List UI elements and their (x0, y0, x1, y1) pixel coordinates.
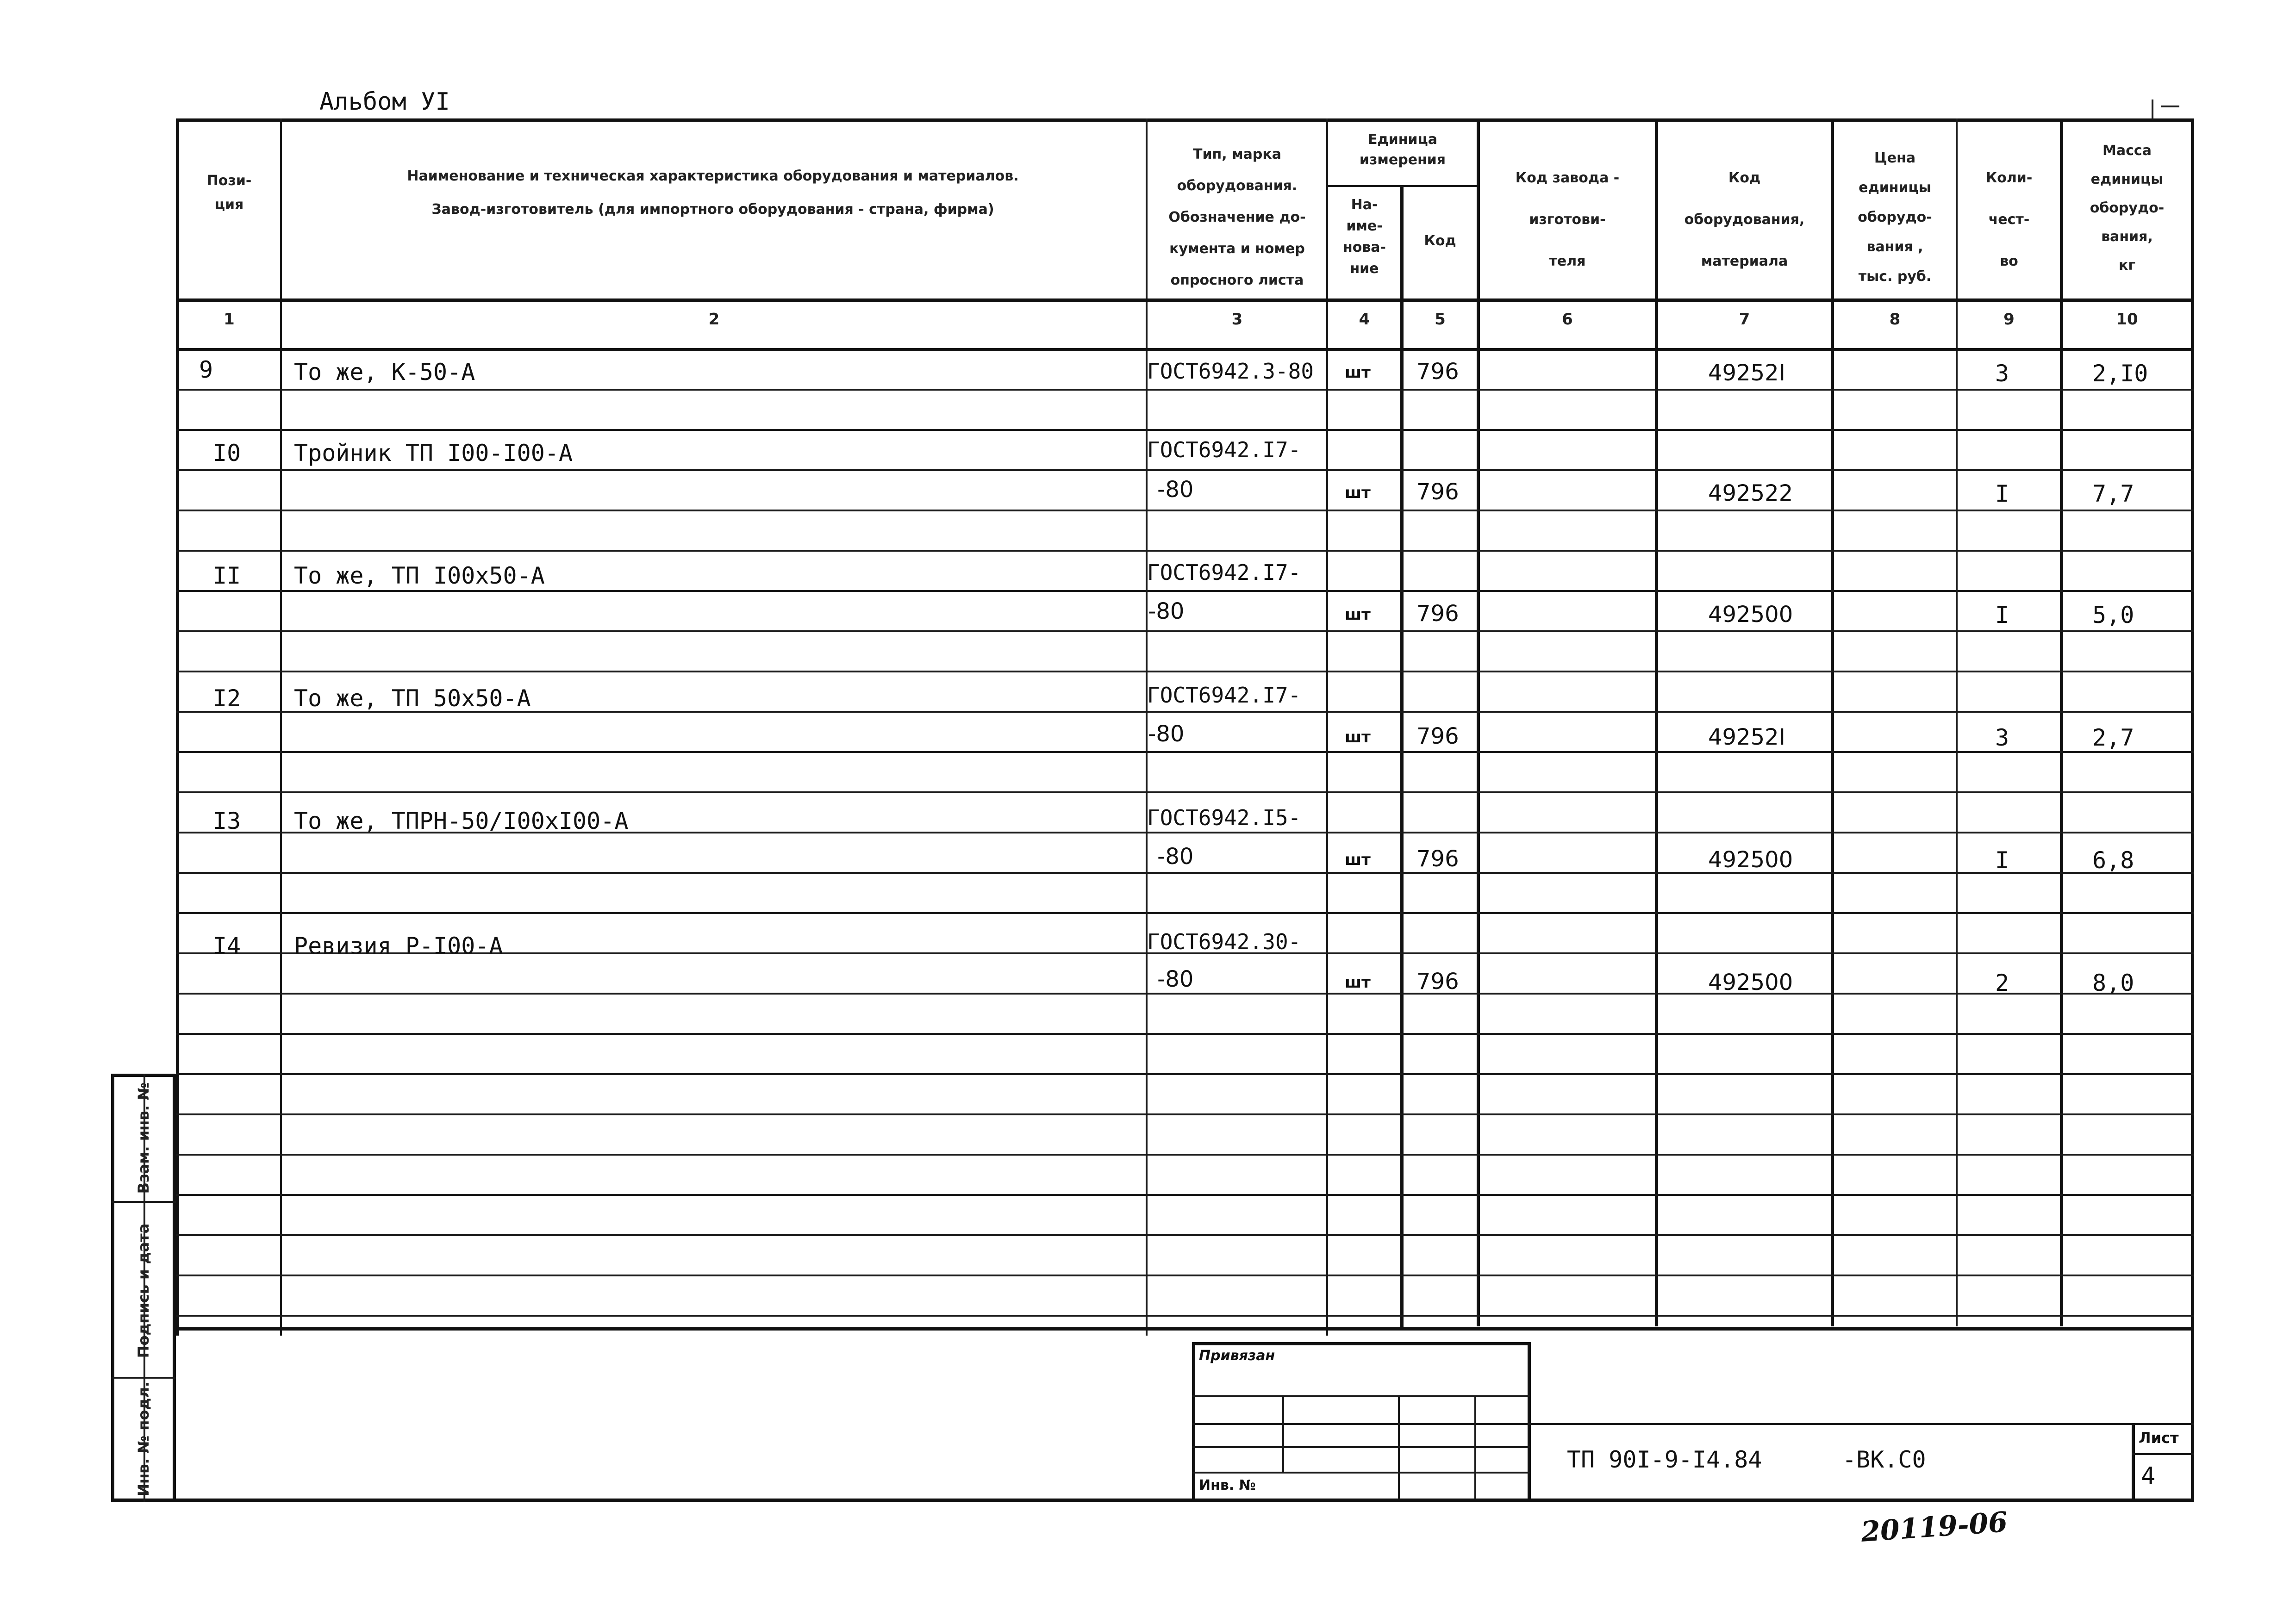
cell-mass: 2,I0 (2092, 360, 2148, 387)
side-label-signature-date: Подпись и дата (135, 1223, 152, 1358)
header-type: Тип, марка оборудования. Обозначение до- кумента и номер опросного листа (1168, 146, 1306, 288)
cell-equip: 49252I (1708, 724, 1785, 750)
cell-mass: 6,8 (2092, 847, 2134, 874)
stamp-privyazan-label: Привязан (1199, 1348, 1275, 1364)
header-position: Пози- ция (206, 173, 252, 213)
cell-type-cont: -80 (1148, 598, 1185, 624)
cell-unit: шт (1345, 973, 1371, 992)
cell-name: Ревизия Р-I00-А (294, 933, 503, 959)
row-separator (176, 872, 2194, 874)
cell-position: I3 (213, 808, 241, 834)
row-separator (176, 510, 2194, 511)
row-separator (176, 671, 2194, 672)
cell-name: То же, ТП I00х50-А (294, 562, 545, 589)
doc-suffix: -ВК.С0 (1842, 1446, 1926, 1473)
table-bottom-border (176, 1327, 2194, 1331)
col-number: 10 (2116, 310, 2138, 329)
col-number: 8 (1889, 310, 1901, 329)
cell-code: 796 (1416, 601, 1459, 627)
row-separator (176, 1275, 2194, 1276)
header-equip-code: Код оборудования, материала (1684, 170, 1805, 269)
row-separator (176, 1234, 2194, 1236)
cell-equip: 492500 (1708, 970, 1793, 995)
cell-position: I4 (213, 933, 241, 959)
row-separator (176, 993, 2194, 995)
cell-equip: 492500 (1708, 847, 1793, 873)
header-qty: Коли- чест- во (1985, 170, 2033, 269)
handwritten-archive-number: 20119-06 (1859, 1506, 2009, 1548)
cell-type-cont: -80 (1157, 966, 1194, 992)
cell-qty: 3 (1995, 360, 2009, 387)
cell-qty: I (1995, 847, 2009, 874)
row-separator (176, 1033, 2194, 1035)
cell-qty: 3 (1995, 724, 2009, 751)
col-number: 4 (1359, 310, 1370, 329)
col-number: 7 (1739, 310, 1750, 329)
cell-mass: 2,7 (2092, 724, 2134, 751)
cell-position: I2 (213, 685, 241, 712)
cell-name: То же, ТП 50х50-А (294, 685, 531, 712)
cell-type: ГОСТ6942.I7- (1147, 437, 1301, 462)
row-separator (176, 791, 2194, 793)
cell-mass: 7,7 (2092, 480, 2134, 507)
row-separator (176, 1113, 2194, 1115)
cell-type-cont: -80 (1148, 721, 1185, 747)
cell-type: ГОСТ6942.I7- (1147, 560, 1301, 585)
cell-equip: 492522 (1708, 480, 1793, 506)
cell-unit: шт (1345, 728, 1371, 746)
cell-equip: 492500 (1708, 602, 1793, 628)
row-separator (176, 1315, 2194, 1317)
row-separator (176, 389, 2194, 391)
col-number: 3 (1231, 310, 1243, 329)
cell-mass: 5,0 (2092, 602, 2134, 628)
header-mass: Масса единицы оборудо- вания, кг (2090, 143, 2165, 274)
header-unit-group: Единица измерения (1359, 131, 1446, 168)
cell-equip: 49252I (1708, 360, 1785, 386)
col-number: 9 (2003, 310, 2015, 329)
col-number: 6 (1562, 310, 1573, 329)
cell-position: 9 (199, 356, 213, 383)
cell-qty: 2 (1995, 970, 2009, 996)
row-separator (176, 550, 2194, 552)
row-separator (176, 630, 2194, 632)
row-separator (176, 590, 2194, 592)
cell-type-cont: -80 (1157, 477, 1194, 503)
cell-type: ГОСТ6942.3-80 (1147, 359, 1314, 384)
cell-qty: I (1995, 602, 2009, 628)
header-factory-code: Код завода - изготови- теля (1515, 170, 1620, 269)
cell-type: ГОСТ6942.30- (1147, 929, 1301, 954)
cell-type-cont: -80 (1157, 844, 1194, 870)
cell-unit: шт (1345, 363, 1371, 382)
stamp-inv-no-label: Инв. № (1199, 1477, 1256, 1493)
cell-type: ГОСТ6942.I5- (1147, 805, 1301, 830)
header-name: Наименование и техническая характеристика оборудования и материалов. Завод-изготовитель (для импортного оборудования - страна, фирма) (407, 168, 1019, 218)
cell-code: 796 (1416, 359, 1459, 385)
row-separator (176, 429, 2194, 431)
cell-code: 796 (1416, 969, 1459, 995)
cell-code: 796 (1416, 846, 1459, 872)
row-separator (176, 469, 2194, 471)
cell-name: Тройник ТП I00-I00-А (294, 440, 573, 466)
header-unit-code: Код (1424, 233, 1456, 249)
col-number: 1 (224, 310, 235, 329)
album-title: Альбом УI (319, 88, 450, 116)
doc-code: ТП 90I-9-I4.84 (1567, 1446, 1762, 1473)
frame-bottom-border (111, 1499, 2194, 1502)
cell-unit: шт (1345, 605, 1371, 624)
cell-unit: шт (1345, 484, 1371, 502)
cell-unit: шт (1345, 851, 1371, 869)
side-label-inv-no: Инв. № подл. (135, 1381, 152, 1496)
header-price: Цена единицы оборудо- вания , тыс. руб. (1858, 150, 1932, 285)
row-separator (176, 912, 2194, 914)
sheet-number: 4 (2141, 1462, 2156, 1490)
cell-code: 796 (1416, 723, 1459, 749)
cell-qty: I (1995, 480, 2009, 507)
cell-code: 796 (1416, 479, 1459, 505)
col-number: 2 (708, 310, 720, 329)
cell-position: I0 (213, 440, 241, 466)
row-separator (176, 1154, 2194, 1156)
cell-mass: 8,0 (2092, 970, 2134, 996)
header-unit-name: На- имe- нова- ние (1342, 197, 1386, 277)
cell-name: То же, К-50-А (294, 359, 475, 386)
row-separator (176, 751, 2194, 753)
row-separator (176, 1073, 2194, 1075)
cell-type: ГОСТ6942.I7- (1147, 683, 1301, 708)
side-label-replace-inv: Взам. инв. № (135, 1082, 152, 1194)
cell-position: II (213, 562, 241, 589)
table-top-border (176, 118, 2194, 122)
frame-left-border (173, 1074, 176, 1502)
cell-name: То же, ТПРН-50/I00хI00-А (294, 808, 629, 834)
col-number: 5 (1435, 310, 1446, 329)
row-separator (176, 1194, 2194, 1196)
sheet-label: Лист (2139, 1429, 2179, 1447)
